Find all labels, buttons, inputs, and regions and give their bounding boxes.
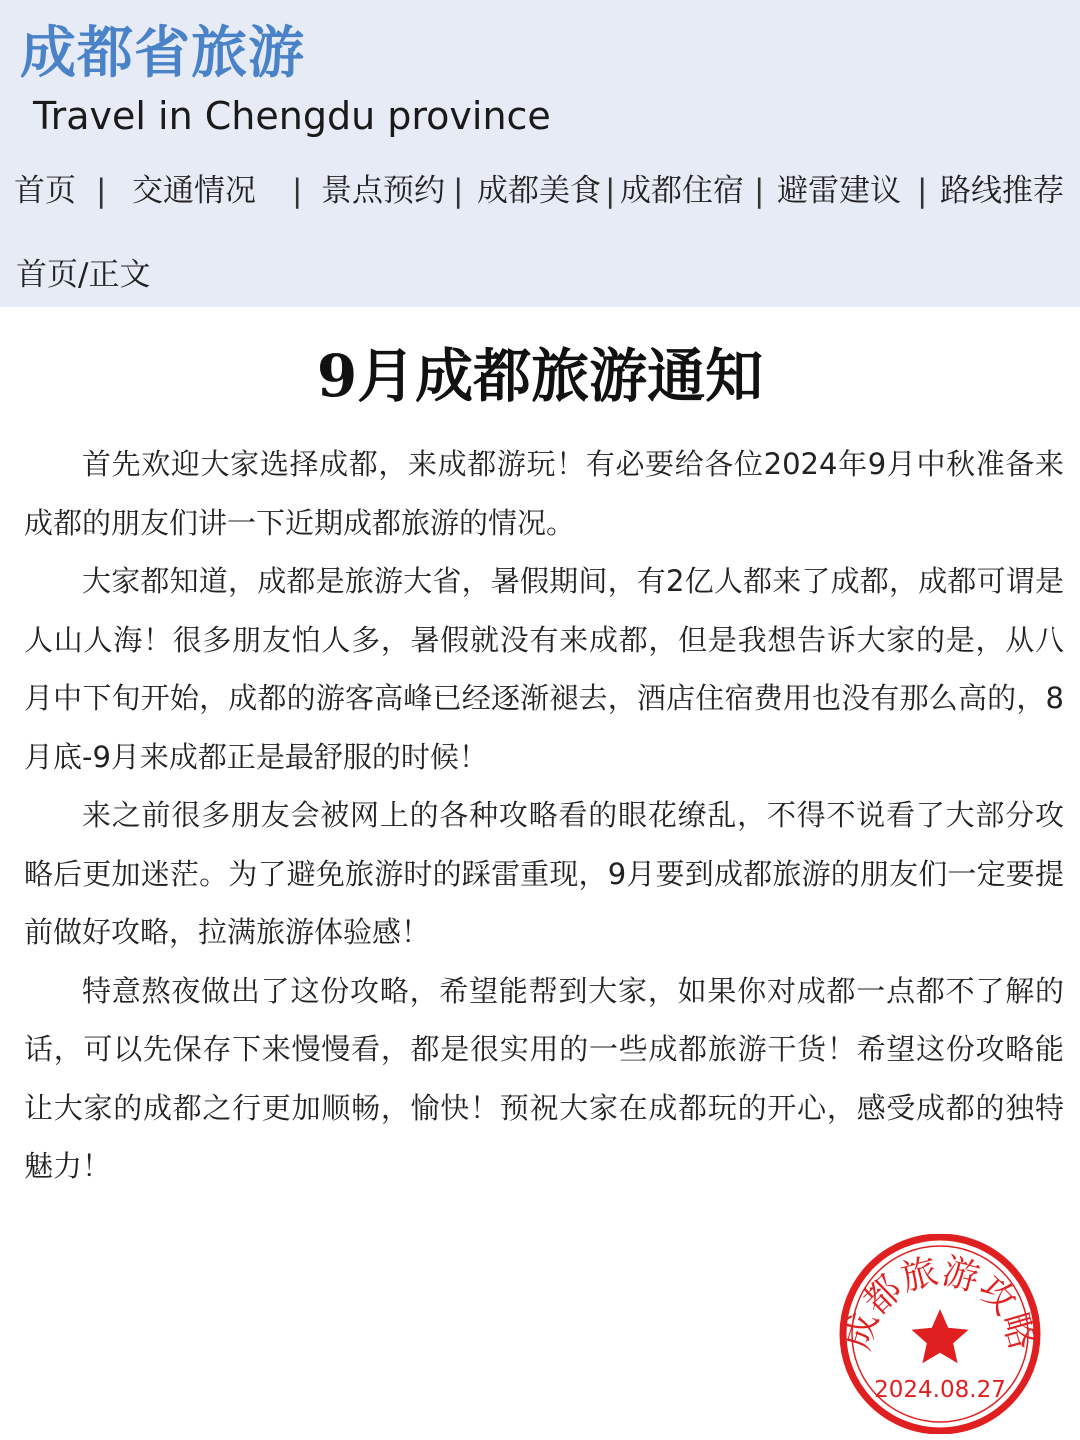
seal-stamp xyxy=(836,1234,1044,1434)
nav-separator: | xyxy=(605,173,616,209)
article-paragraph: 特意熬夜做出了这份攻略，希望能帮到大家，如果你对成都一点都不了解的话，可以先保存下来慢慢看，都是很实用的一些成都旅游干货！希望这份攻略能让大家的成都之行更加顺畅，愉快！预祝大家在成都玩的开心，感受成都的独特魅力！ xyxy=(24,973,1064,1183)
stamp-date: 2024.08.27 xyxy=(874,1377,1006,1403)
nav-item-attraction-booking[interactable]: 景点预约 xyxy=(321,173,445,209)
stamp-text: 成都旅游攻略 xyxy=(837,1250,1043,1355)
site-header xyxy=(0,0,1080,307)
nav-separator: | xyxy=(917,173,928,209)
nav-separator: | xyxy=(96,173,107,209)
nav-item-lodging[interactable]: 成都住宿 xyxy=(620,173,744,209)
nav-item-home[interactable]: 首页 xyxy=(14,173,76,209)
nav-separator: | xyxy=(292,173,303,209)
nav-separator: | xyxy=(754,173,765,209)
site-title[interactable]: 成都省旅游 xyxy=(20,21,305,86)
nav-item-route-recommend[interactable]: 路线推荐 xyxy=(940,173,1064,209)
seal-stamp-graphic xyxy=(836,1234,1044,1434)
article-paragraph: 首先欢迎大家选择成都，来成都游玩！有必要给各位2024年9月中秋准备来成都的朋友们讲一下近期成都旅游的情况。 xyxy=(24,447,1064,540)
site-subtitle: Travel in Chengdu province xyxy=(33,94,551,138)
nav-item-pitfall-tips[interactable]: 避雷建议 xyxy=(777,173,901,209)
nav-separator: | xyxy=(453,173,464,209)
article-paragraph: 来之前很多朋友会被网上的各种攻略看的眼花缭乱，不得不说看了大部分攻略后更加迷茫。为了避免旅游时的踩雷重现，9月要到成都旅游的朋友们一定要提前做好攻略，拉满旅游体验感！ xyxy=(24,798,1064,949)
article-title: 9月成都旅游通知 xyxy=(316,342,764,410)
nav-item-food[interactable]: 成都美食 xyxy=(477,173,601,209)
nav-item-traffic[interactable]: 交通情况 xyxy=(132,173,256,209)
article-body xyxy=(24,435,1064,1196)
breadcrumb[interactable]: 首页/正文 xyxy=(16,257,151,293)
article-paragraph: 大家都知道，成都是旅游大省，暑假期间，有2亿人都来了成都，成都可谓是人山人海！很多朋友怕人多，暑假就没有来成都，但是我想告诉大家的是，从八月中下旬开始，成都的游客高峰已经逐渐褪去，酒店住宿费用也没有那么高的，8月底-9月来成都正是最舒服的时候！ xyxy=(24,564,1064,774)
main-nav xyxy=(14,168,1074,218)
